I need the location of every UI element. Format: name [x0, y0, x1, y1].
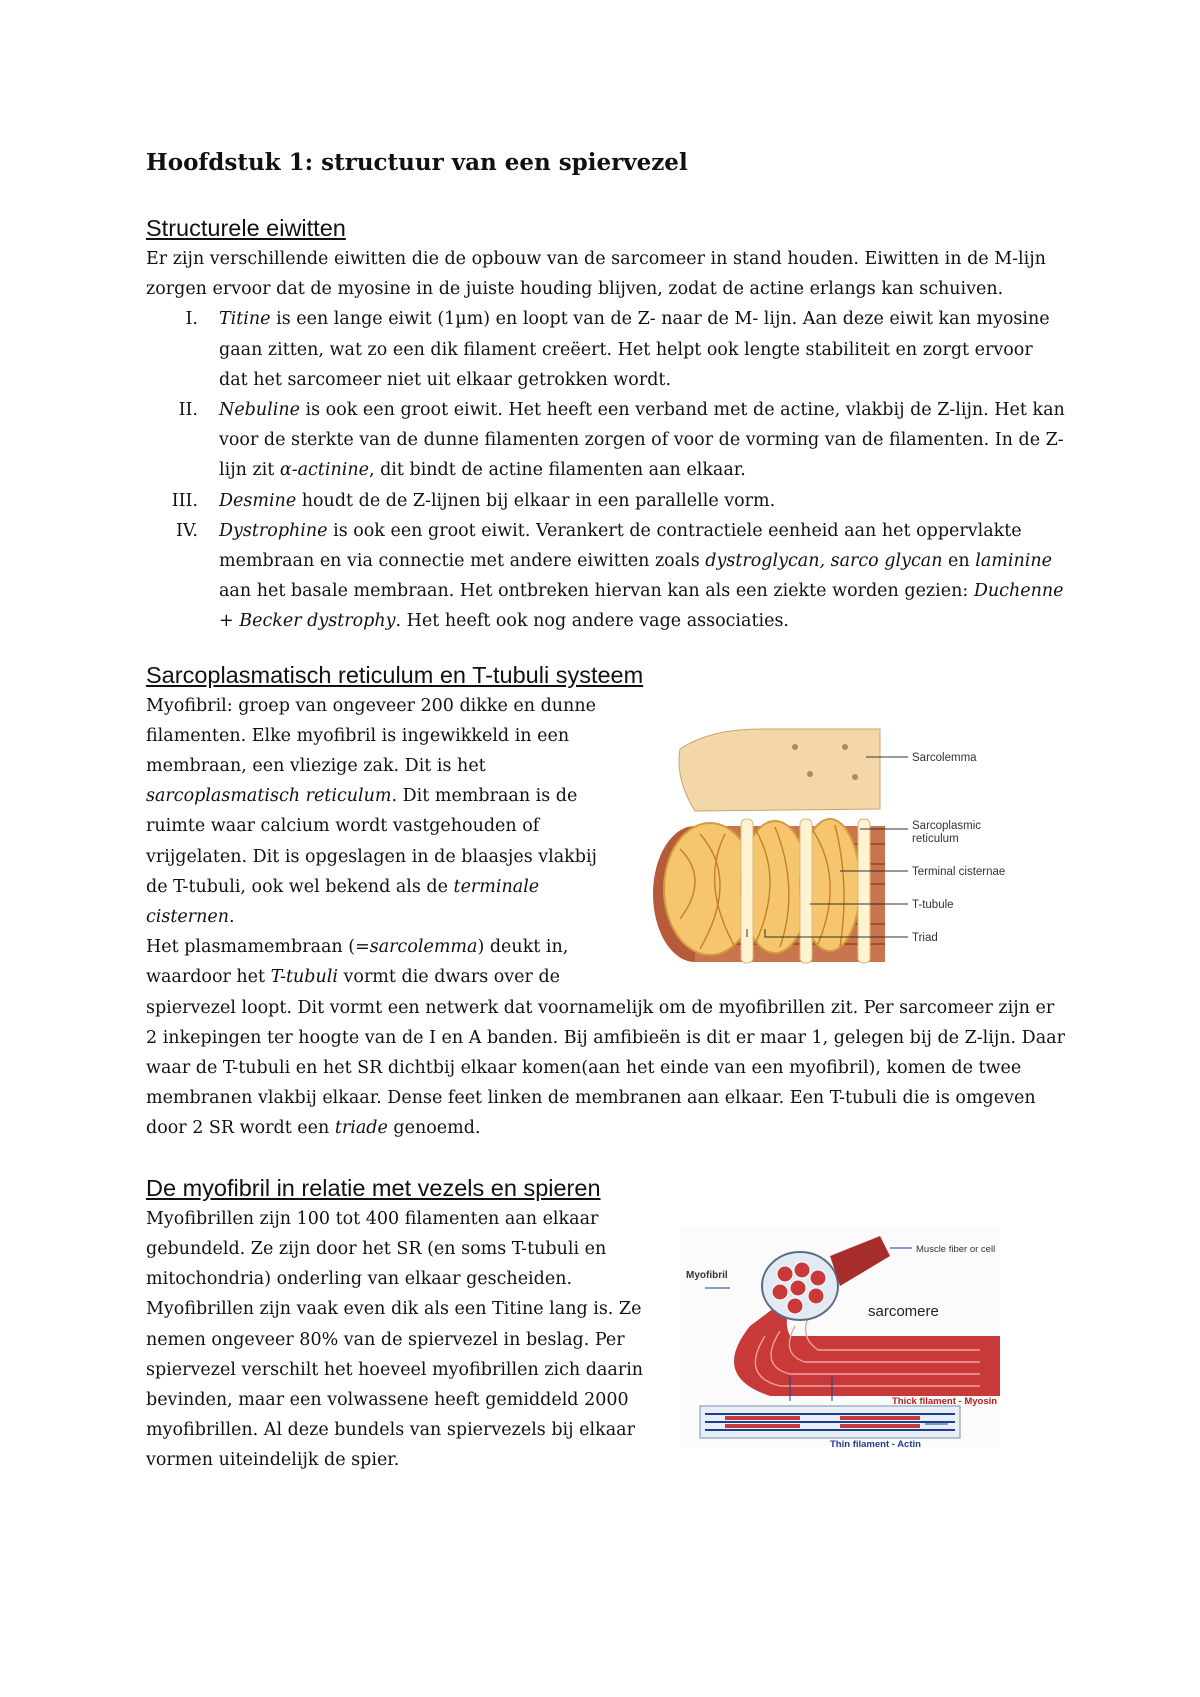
- text-run: genoemd.: [387, 1118, 481, 1139]
- text-run: is ook een groot eiwit. Het heeft een verband met de actine, vlakbij de Z-lijn. Het kan voor de sterkte van de dunne filamenten zorgen of voor de vorming van de filamenten. In de Z-lijn zit: [219, 400, 1065, 481]
- text-run: en: [942, 551, 976, 572]
- protein-list: [146, 304, 1066, 636]
- text-run: .: [229, 907, 235, 928]
- muscle-fiber-figure: [680, 1226, 1000, 1448]
- label-sr-line1: Sarcoplasmic: [912, 819, 982, 832]
- label-terminal-cisternae: Terminal cisternae: [912, 865, 1006, 878]
- label-sarcolemma: Sarcolemma: [912, 751, 977, 764]
- italic-term: terminale cisternen: [146, 876, 540, 928]
- italic-term: Titine: [219, 309, 271, 330]
- italic-term: Nebuline: [219, 400, 300, 421]
- italic-term: laminine: [975, 551, 1052, 572]
- text-run: Het plasmamembraan (=: [146, 937, 370, 958]
- protein-list-item: [146, 486, 1066, 516]
- italic-term: T-tubuli: [270, 967, 338, 988]
- italic-term: sarcolemma: [369, 937, 478, 958]
- italic-term: dystroglycan, sarco glycan: [705, 551, 943, 572]
- label-thin-filament: Thin filament - Actin: [830, 1438, 921, 1448]
- muscle-fiber-diagram: [680, 1226, 1000, 1448]
- protein-list-item: [146, 516, 1066, 637]
- label-sarcomere: sarcomere: [868, 1302, 939, 1320]
- list-number: IV.: [175, 520, 198, 541]
- italic-term: Dystrophine: [219, 520, 328, 541]
- sr-diagram: [640, 719, 1030, 971]
- document-content: [146, 148, 1066, 1476]
- label-myofibril: Myofibril: [686, 1269, 728, 1281]
- label-sr-line2: reticulum: [912, 832, 959, 845]
- text-run: . Het heeft ook nog andere vage associaties.: [395, 611, 789, 632]
- label-muscle-fiber: Muscle fiber or cell: [916, 1243, 996, 1255]
- section1-intro: Er zijn verschillende eiwitten die de opbouw van de sarcomeer in stand houden. Eiwitten in de M-lijn zorgen ervoor dat de myosine in de juiste houding blijven, zodat de actine erlangs kan schuiven.: [146, 249, 1046, 300]
- section3-text: Myofibrillen zijn 100 tot 400 filamenten aan elkaar gebundeld. Ze zijn door het SR (en soms T-tubuli en mitochondria) onderling van elkaar gescheiden. Myofibrillen zijn vaak even dik als een Titine lang is. Ze nemen ongeveer 80% van de spiervezel in beslag. Per spiervezel verschilt het hoeveel myofibrillen zich daarin bevinden, maar een volwassene heeft gemiddeld 2000 myofibrillen. Al deze bundels van spiervezels bij elkaar vormen uiteindelijk de spier.: [146, 1208, 644, 1471]
- label-t-tubule: T-tubule: [912, 898, 954, 911]
- sarcoplasmic-reticulum-figure: [640, 719, 1030, 971]
- section-title-structural-proteins: Structurele eiwitten: [146, 215, 346, 241]
- text-run: is een lange eiwit (1µm) en loopt van de Z- naar de M- lijn. Aan deze eiwit kan myosine gaan zitten, wat zo een dik filament creëert. Het helpt ook lengte stabiliteit en zorgt ervoor dat het sarcomeer niet uit elkaar getrokken wordt.: [219, 309, 1050, 390]
- italic-term: sarcoplasmatisch reticulum: [146, 786, 392, 807]
- italic-term: α-actinine: [279, 460, 369, 481]
- list-number: II.: [178, 400, 198, 421]
- section-title-sr-ttubuli: Sarcoplasmatisch reticulum en T-tubuli systeem: [146, 661, 644, 688]
- section-title-myofibril-relation: De myofibril in relatie met vezels en spieren: [146, 1174, 601, 1201]
- text-run: . Dit membraan is de ruimte waar calcium wordt vastgehouden of vrijgelaten. Dit is opgeslagen in de blaasjes vlakbij de T-tubuli, ook wel bekend als de: [146, 786, 597, 897]
- list-number: I.: [185, 309, 198, 330]
- text-run: aan het basale membraan. Het ontbreken hiervan kan als een ziekte worden gezien:: [219, 581, 974, 602]
- text-run: , dit bindt de actine filamenten aan elkaar.: [368, 460, 746, 481]
- list-number: III.: [171, 490, 198, 511]
- text-run: houdt de de Z-lijnen bij elkaar in een parallelle vorm.: [296, 490, 776, 511]
- text-run: vormt die dwars over de spiervezel loopt. Dit vormt een netwerk dat voornamelijk om de myofibrillen zit. Per sarcomeer zijn er 2 inkepingen ter hoogte van de I en A banden. Bij amfibieën is dit er maar 1, gelegen bij de Z-lijn. Daar waar de T-tubuli en het SR dichtbij elkaar komen(aan het einde van een myofibril), komen de twee membranen vlakbij elkaar. Dense feet linken de membranen aan elkaar. Een T-tubuli die is omgeven door 2 SR wordt een: [146, 967, 1065, 1139]
- text-run: ) deukt in, waardoor het: [146, 937, 569, 988]
- protein-list-item: [146, 395, 1066, 486]
- italic-term: Desmine: [219, 490, 297, 511]
- label-thick-filament: Thick filament - Myosin: [892, 1395, 998, 1407]
- text-run: is ook een groot eiwit. Verankert de contractiele eenheid aan het oppervlakte membraan en via connectie met andere eiwitten zoals: [219, 520, 1022, 572]
- label-triad: Triad: [912, 931, 938, 944]
- text-run: Myofibril: groep van ongeveer 200 dikke en dunne filamenten. Elke myofibril is ingewikkeld in een membraan, een vliezige zak. Dit is het: [146, 695, 596, 777]
- protein-list-item: [146, 304, 1066, 395]
- italic-term: Duchenne + Becker dystrophy: [219, 581, 1064, 632]
- italic-term: triade: [334, 1118, 388, 1139]
- chapter-title: Hoofdstuk 1: structuur van een spiervezel: [146, 149, 688, 176]
